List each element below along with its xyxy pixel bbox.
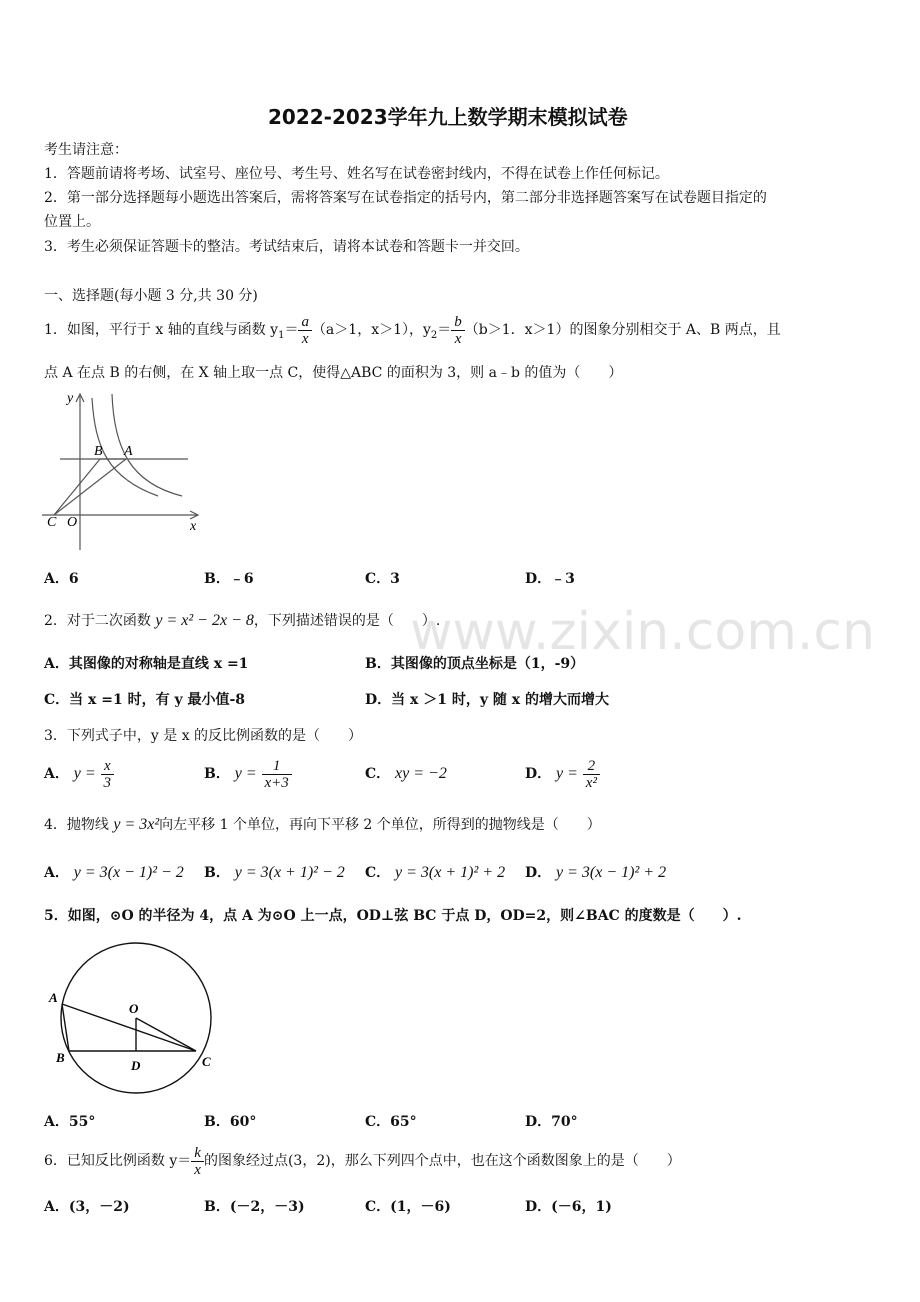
q4-option-b: B． y = 3(x + 1)² − 2: [204, 864, 345, 881]
q1-option-b: B．﹣6: [204, 571, 254, 587]
segment-CB: [54, 459, 100, 515]
q3-option-a: A． y = $\frac{x}{3}$: [44, 756, 114, 792]
q1-option-d: D．﹣3: [525, 571, 575, 587]
notice-item-3: 3．考生必须保证答题卡的整洁。考试结束后，请将本试卷和答题卡一并交回。: [44, 239, 529, 255]
notice-item-1: 1．答题前请将考场、试室号、座位号、考生号、姓名写在试卷密封线内，不得在试卷上作任何标记。: [44, 166, 669, 182]
q2-option-b: B．其图像的顶点坐标是（1，-9）: [365, 656, 585, 672]
q6-option-d: D．(－6，1): [525, 1199, 612, 1215]
fig5-label-B: B: [56, 1050, 65, 1065]
notice-heading: 考生请注意：: [44, 142, 128, 158]
q1-stem-line1: 1．如图，平行于 x 轴的直线与函数 $y_1=$ $\frac{a}{x}$ （a＞1，x＞1），$y_2=$ $\frac{b}{x}$ （b＞1．x＞1）的图象分别相交于 A、B 两点，且: [44, 313, 781, 347]
fig1-label-O: O: [67, 515, 78, 530]
fig5-label-O: O: [129, 1001, 139, 1016]
fig1-label-C: C: [47, 515, 57, 530]
q2-option-a: A．其图像的对称轴是直线 x =1: [44, 656, 249, 672]
q6-stem: 6．已知反比例函数 y＝ $\frac{k}{x}$ 的图象经过点(3，2)，那么下列四个点中，也在这个函数图象上的是（ ）: [44, 1144, 681, 1178]
segment-OC: [136, 1018, 196, 1051]
q5-option-b: B．60°: [204, 1114, 257, 1130]
q2-option-c: C．当 x =1 时，有 y 最小值-8: [44, 692, 246, 708]
q4-option-c: C． y = 3(x + 1)² + 2: [365, 864, 506, 881]
q4-stem: 4．抛物线 y = 3x²向左平移 1 个单位，再向下平移 2 个单位，所得到的抛物线是（ ）: [44, 816, 601, 833]
q6-option-c: C．(1，－6): [365, 1199, 451, 1215]
q1-stem-line2: 点 A 在点 B 的右侧，在 X 轴上取一点 C，使得△ABC 的面积为 3，则 a﹣b 的值为（ ）: [44, 365, 623, 381]
q1-figure: [40, 388, 205, 553]
notice-item-2: 2．第一部分选择题每小题选出答案后，需将答案写在试卷指定的括号内，第二部分非选择题答案写在试卷题目指定的: [44, 190, 767, 206]
q2-option-d: D．当 x ＞1 时，y 随 x 的增大而增大: [365, 692, 609, 708]
q3-option-b: B． y = $\frac{1}{x+3}$: [204, 756, 292, 792]
curve-y1: [112, 394, 182, 496]
q5-option-d: D．70°: [525, 1114, 578, 1130]
fig1-label-x: x: [190, 519, 197, 534]
q3-stem: 3．下列式子中，y 是 x 的反比例函数的是（ ）: [44, 728, 363, 744]
q5-stem: 5．如图，⊙O 的半径为 4，点 A 为⊙O 上一点，OD⊥弦 BC 于点 D，OD=2，则∠BAC 的度数是（ ）.: [44, 908, 742, 924]
q5-option-a: A．55°: [44, 1114, 96, 1130]
q4-option-a: A． y = 3(x − 1)² − 2: [44, 864, 184, 881]
segment-CA: [54, 459, 126, 515]
q3-option-c: C． xy = −2: [365, 765, 447, 782]
q3-option-d: D． y = $\frac{2}{\text{x²}}$: [525, 756, 600, 792]
fig1-label-A: A: [124, 444, 133, 459]
q6-option-b: B．(－2，－3): [204, 1199, 305, 1215]
page-title: 2022-2023学年九上数学期末模拟试卷: [268, 105, 628, 129]
fig5-label-C: C: [202, 1054, 211, 1069]
notice-item-2-cont: 位置上。: [44, 214, 100, 230]
fig1-label-B: B: [94, 444, 103, 459]
q4-option-d: D． y = 3(x − 1)² + 2: [525, 864, 667, 881]
q5-figure: [44, 938, 224, 1098]
fig5-label-D: D: [131, 1058, 141, 1073]
q1-option-a: A．6: [44, 571, 79, 587]
q2-stem: 2．对于二次函数 y = x² − 2x − 8，下列描述错误的是（ ）.: [44, 612, 441, 629]
watermark: www.zixin.com.cn: [410, 602, 875, 662]
section-header: 一、选择题(每小题 3 分,共 30 分): [44, 288, 258, 304]
fig1-label-y: y: [67, 391, 74, 406]
q6-option-a: A．(3，－2): [44, 1199, 130, 1215]
q5-option-c: C．65°: [365, 1114, 417, 1130]
fig5-label-A: A: [49, 990, 58, 1005]
q1-option-c: C．3: [365, 571, 400, 587]
